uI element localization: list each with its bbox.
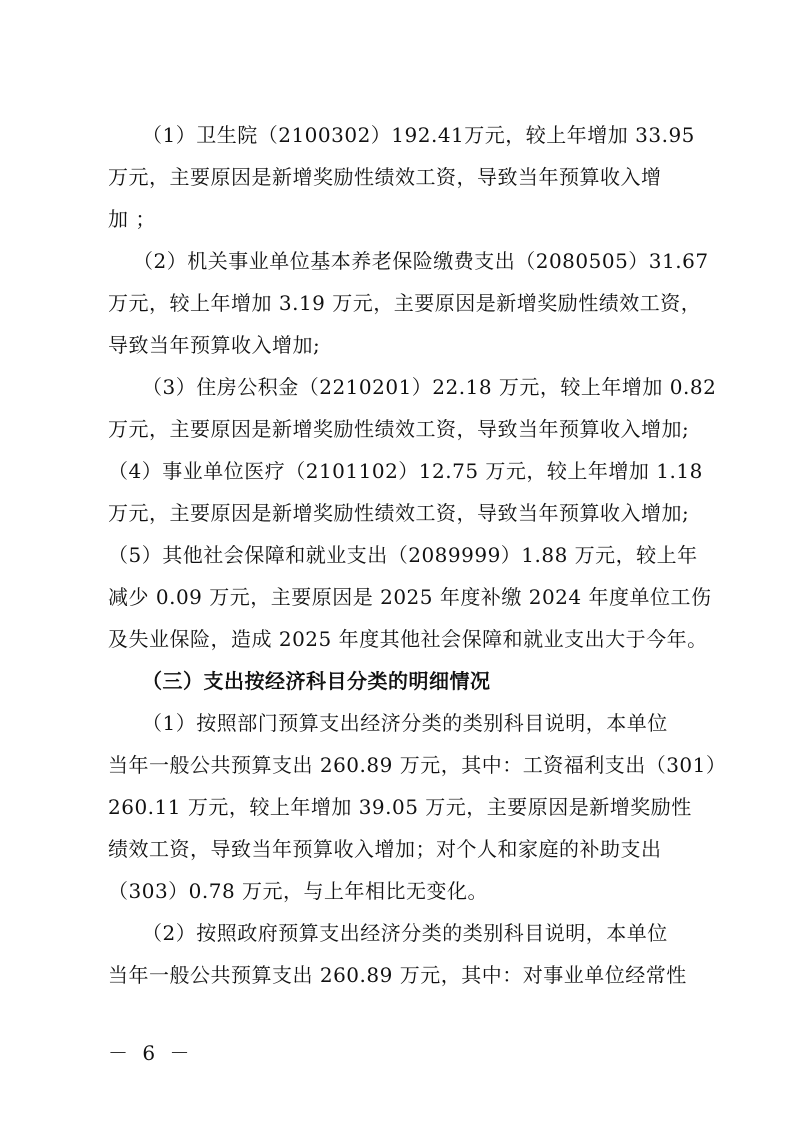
paragraph-line: （303）0.78 万元，与上年相比无变化。 — [108, 879, 489, 903]
paragraph-line: 减少 0.09 万元，主要原因是 2025 年度补缴 2024 年度单位工伤 — [108, 585, 712, 609]
paragraph-line: 及失业保险，造成 2025 年度其他社会保障和就业支出大于今年。 — [108, 627, 708, 651]
section-heading: （三）支出按经济科目分类的明细情况 — [142, 669, 491, 693]
paragraph-line: 万元，主要原因是新增奖励性绩效工资，导致当年预算收入增加; — [108, 501, 690, 525]
paragraph-line: （2）按照政府预算支出经济分类的类别科目说明，本单位 — [142, 921, 668, 945]
paragraph-line: （4）事业单位医疗（2101102）12.75 万元，较上年增加 1.18 — [108, 459, 703, 483]
paragraph-line: 万元，较上年增加 3.19 万元，主要原因是新增奖励性绩效工资， — [108, 291, 702, 315]
paragraph-line: （5）其他社会保障和就业支出（2089999）1.88 万元，较上年 — [108, 543, 698, 567]
paragraph-line: 加 ； — [108, 207, 156, 231]
paragraph-line: 260.11 万元，较上年增加 39.05 万元，主要原因是新增奖励性 — [108, 795, 692, 819]
paragraph-line: （2）机关事业单位基本养老保险缴费支出（2080505）31.67 — [133, 249, 709, 273]
paragraph-line: 万元，主要原因是新增奖励性绩效工资，导致当年预算收入增 — [108, 165, 662, 189]
page-number: － 6 － — [108, 1041, 194, 1065]
paragraph-line: 导致当年预算收入增加; — [108, 333, 321, 357]
paragraph-line: （3）住房公积金（2210201）22.18 万元，较上年增加 0.82 — [142, 375, 717, 399]
paragraph-line: 当年一般公共预算支出 260.89 万元，其中：对事业单位经常性 — [108, 963, 687, 987]
paragraph-line: （1）卫生院（2100302）192.41万元，较上年增加 33.95 — [142, 123, 695, 147]
paragraph-line: 万元，主要原因是新增奖励性绩效工资，导致当年预算收入增加; — [108, 417, 690, 441]
paragraph-line: 绩效工资，导致当年预算收入增加；对个人和家庭的补助支出 — [108, 837, 662, 861]
paragraph-line: 当年一般公共预算支出 260.89 万元，其中：工资福利支出（301） — [108, 753, 727, 777]
paragraph-line: （1）按照部门预算支出经济分类的类别科目说明，本单位 — [142, 711, 668, 735]
